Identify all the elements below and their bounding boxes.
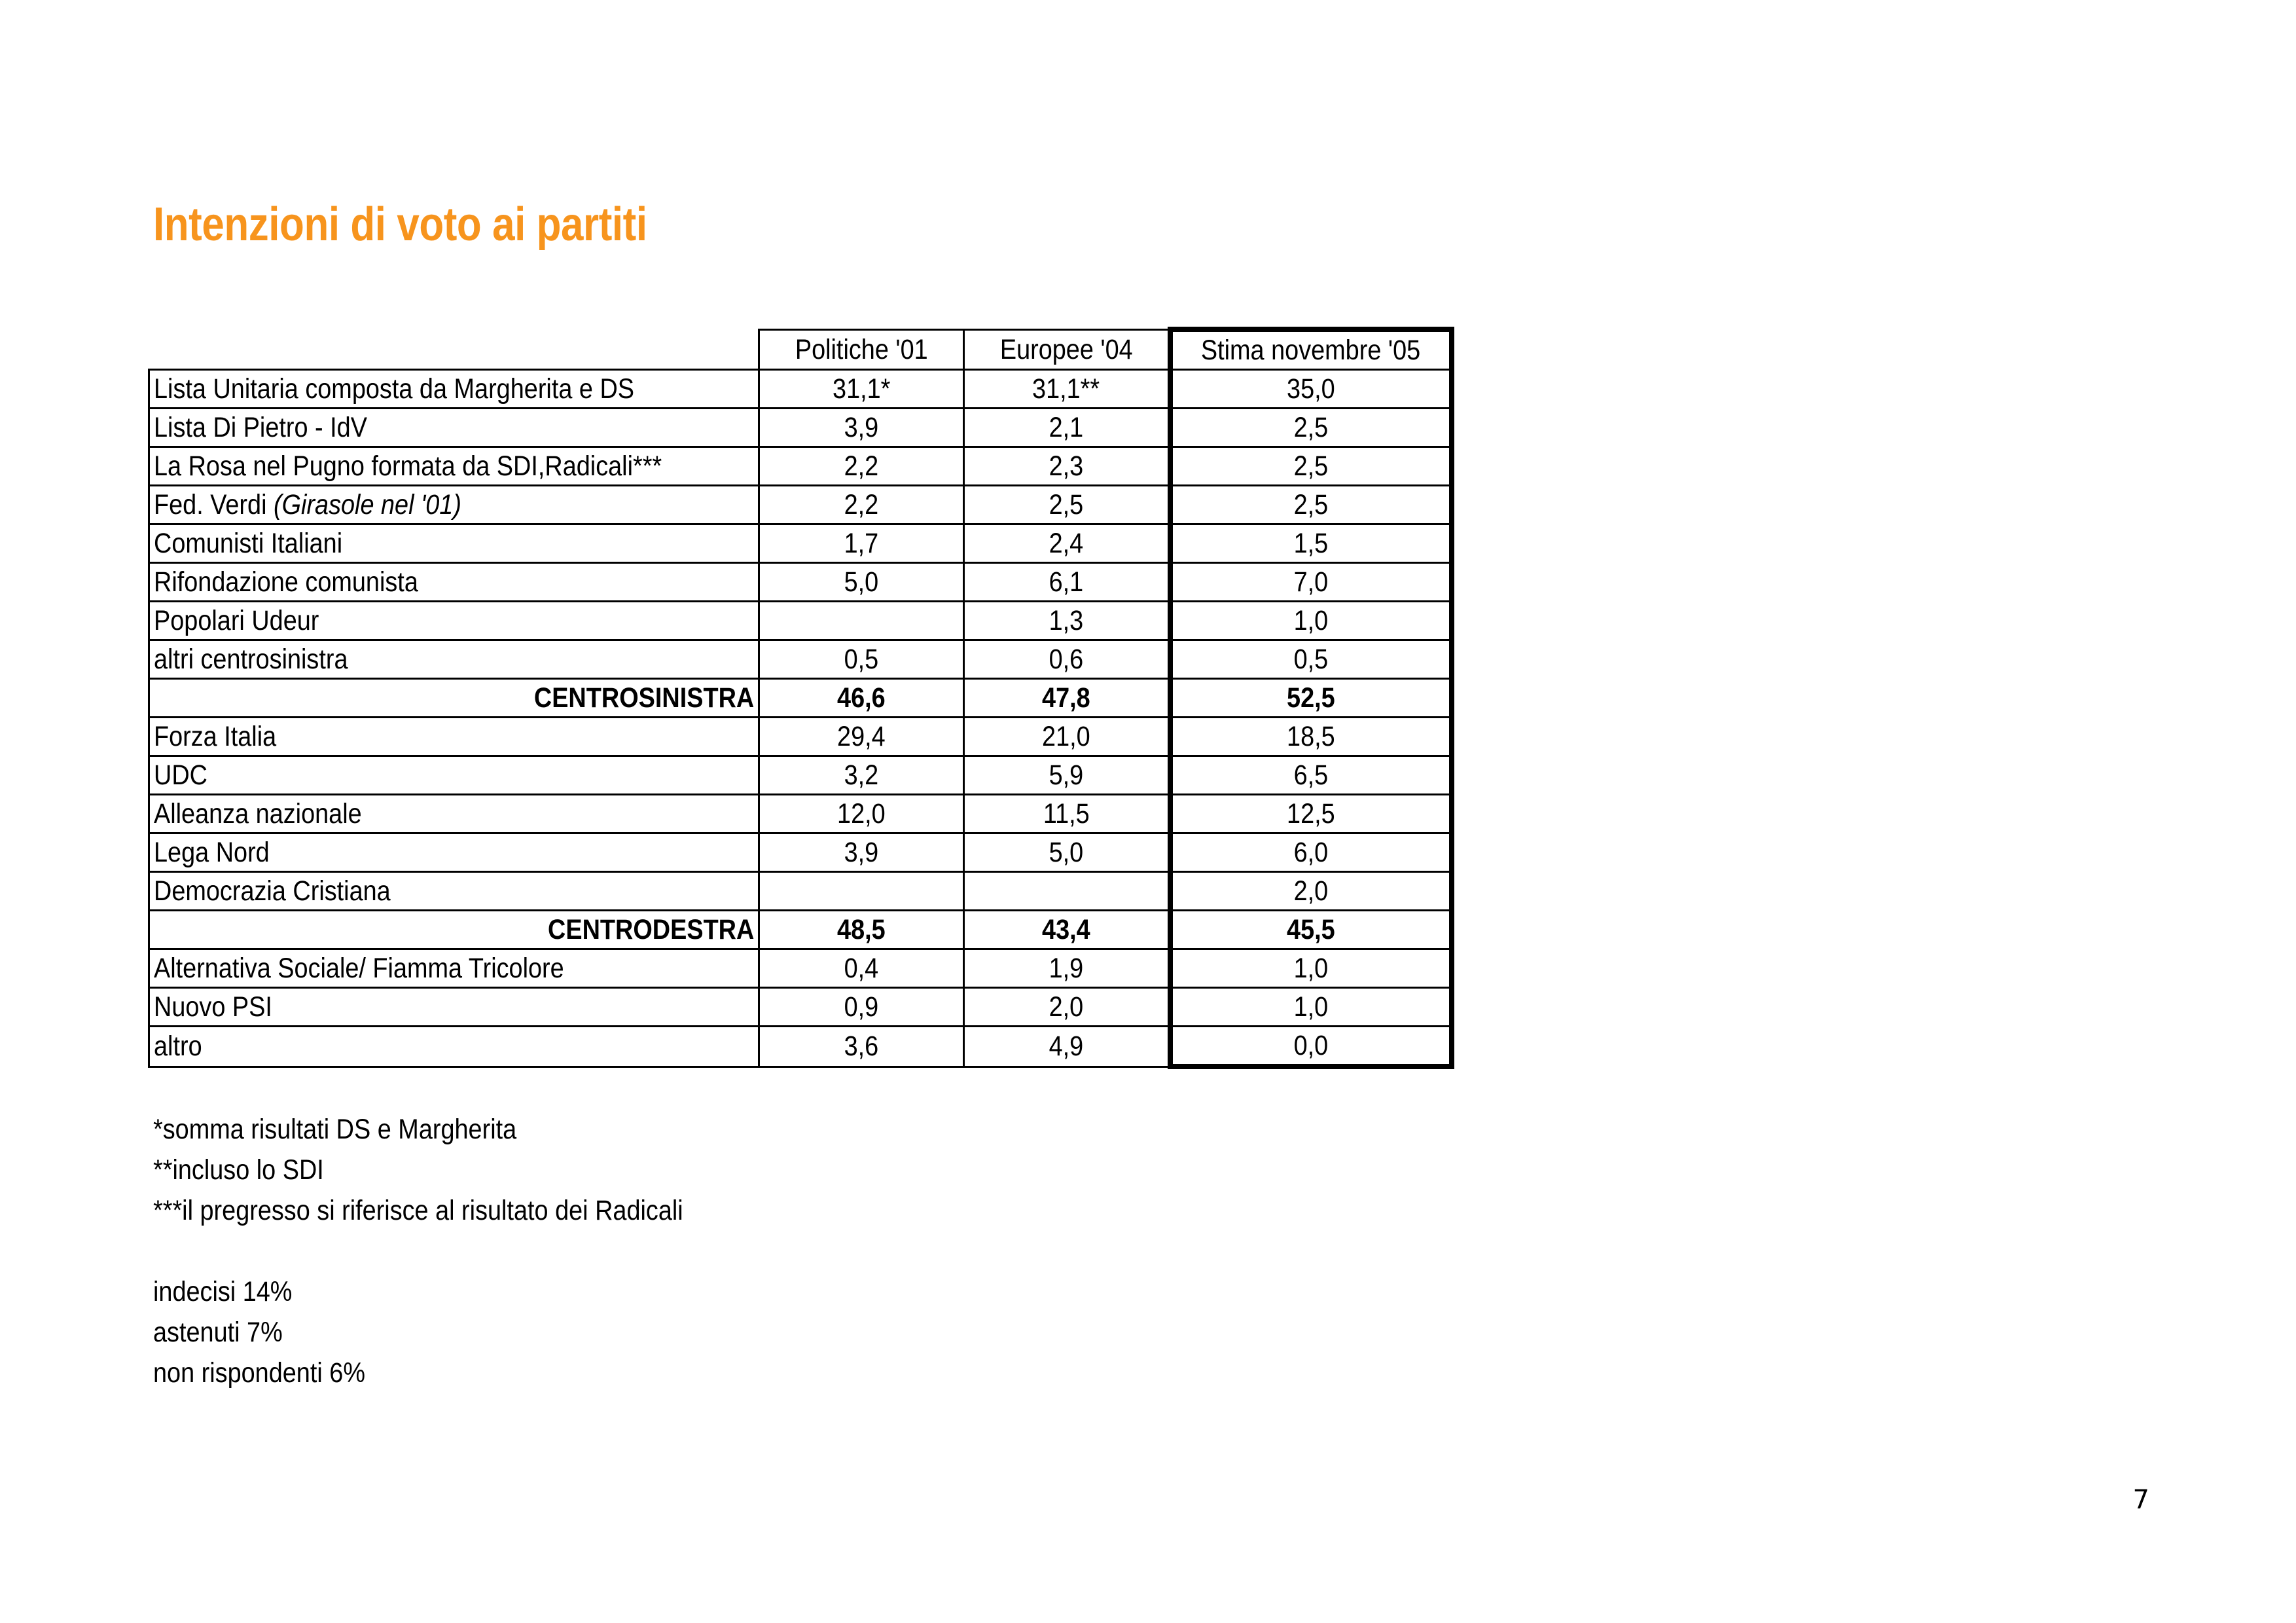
stima-novembre-05-cell: 2,5	[1170, 447, 1452, 486]
politiche-01-cell: 48,5	[759, 911, 964, 949]
party-name-cell: Rifondazione comunista	[149, 563, 759, 602]
stima-novembre-05-cell: 2,5	[1170, 486, 1452, 524]
page-title: Intenzioni di voto ai partiti	[153, 198, 647, 251]
party-name-cell: Democrazia Cristiana	[149, 872, 759, 911]
politiche-01-cell: 46,6	[759, 679, 964, 718]
party-note: (Girasole nel '01)	[273, 489, 461, 520]
europee-04-cell: 1,3	[964, 602, 1171, 640]
party-name-cell: altro	[149, 1027, 759, 1067]
politiche-01-cell: 1,7	[759, 524, 964, 563]
europee-04-cell: 5,0	[964, 833, 1171, 872]
europee-04-cell: 0,6	[964, 640, 1171, 679]
party-name-cell: Comunisti Italiani	[149, 524, 759, 563]
stima-novembre-05-cell: 6,5	[1170, 756, 1452, 795]
table-total-row	[149, 679, 1452, 718]
table-row	[149, 988, 1452, 1027]
table-row	[149, 486, 1452, 524]
table-row	[149, 370, 1452, 409]
politiche-01-cell: 0,4	[759, 949, 964, 988]
table-row	[149, 795, 1452, 833]
politiche-01-cell: 2,2	[759, 486, 964, 524]
party-name-cell: Alternativa Sociale/ Fiamma Tricolore	[149, 949, 759, 988]
europee-04-cell: 4,9	[964, 1027, 1171, 1067]
party-name-cell: Fed. Verdi (Girasole nel '01)	[149, 486, 759, 524]
politiche-01-cell: 29,4	[759, 718, 964, 756]
footnote: **incluso lo SDI	[153, 1154, 324, 1186]
europee-04-cell: 2,3	[964, 447, 1171, 486]
undecided-note: indecisi 14%	[153, 1276, 293, 1307]
stima-novembre-05-cell: 1,5	[1170, 524, 1452, 563]
table-body	[149, 370, 1452, 1067]
table-row	[149, 872, 1452, 911]
party-name-cell: Forza Italia	[149, 718, 759, 756]
table-row	[149, 640, 1452, 679]
footnote: ***il pregresso si riferisce al risultato dei Radicali	[153, 1195, 683, 1226]
europee-04-cell: 47,8	[964, 679, 1171, 718]
stima-novembre-05-cell: 1,0	[1170, 602, 1452, 640]
politiche-01-cell: 2,2	[759, 447, 964, 486]
politiche-01-cell: 31,1*	[759, 370, 964, 409]
party-name-cell: Nuovo PSI	[149, 988, 759, 1027]
page-number: 7	[2132, 1485, 2149, 1515]
politiche-01-cell: 0,9	[759, 988, 964, 1027]
stima-novembre-05-cell: 18,5	[1170, 718, 1452, 756]
stima-novembre-05-cell: 35,0	[1170, 370, 1452, 409]
politiche-01-cell	[759, 602, 964, 640]
politiche-01-cell: 3,9	[759, 409, 964, 447]
stima-novembre-05-cell: 7,0	[1170, 563, 1452, 602]
table-row	[149, 602, 1452, 640]
party-name-cell: Lista Unitaria composta da Margherita e DS	[149, 370, 759, 409]
table-row	[149, 563, 1452, 602]
europee-04-cell: 2,0	[964, 988, 1171, 1027]
notes-spacer	[153, 1231, 683, 1271]
europee-04-cell: 5,9	[964, 756, 1171, 795]
party-name-cell: La Rosa nel Pugno formata da SDI,Radicali***	[149, 447, 759, 486]
europee-04-cell	[964, 872, 1171, 911]
stima-novembre-05-cell: 12,5	[1170, 795, 1452, 833]
table-row	[149, 524, 1452, 563]
europee-04-cell: 1,9	[964, 949, 1171, 988]
stima-novembre-05-cell: 45,5	[1170, 911, 1452, 949]
politiche-01-cell: 12,0	[759, 795, 964, 833]
table-row	[149, 447, 1452, 486]
europee-04-cell: 2,5	[964, 486, 1171, 524]
table-row	[149, 718, 1452, 756]
party-name-cell: altri centrosinistra	[149, 640, 759, 679]
table-row	[149, 833, 1452, 872]
stima-novembre-05-cell: 1,0	[1170, 949, 1452, 988]
stima-novembre-05-cell: 52,5	[1170, 679, 1452, 718]
stima-novembre-05-cell: 0,0	[1170, 1027, 1452, 1067]
table-row	[149, 949, 1452, 988]
europee-04-cell: 31,1**	[964, 370, 1171, 409]
europee-04-cell: 2,1	[964, 409, 1171, 447]
politiche-01-cell: 3,2	[759, 756, 964, 795]
notes	[153, 1109, 755, 1393]
europee-04-cell: 2,4	[964, 524, 1171, 563]
header-blank-cell	[149, 329, 759, 370]
europee-04-cell: 6,1	[964, 563, 1171, 602]
vote-table	[148, 327, 1454, 1069]
stima-novembre-05-cell: 0,5	[1170, 640, 1452, 679]
politiche-01-cell: 0,5	[759, 640, 964, 679]
table-header-row	[149, 329, 1452, 370]
footnote: *somma risultati DS e Margherita	[153, 1114, 517, 1145]
stima-novembre-05-cell: 2,0	[1170, 872, 1452, 911]
table-row	[149, 409, 1452, 447]
table-total-row	[149, 911, 1452, 949]
stima-novembre-05-cell: 1,0	[1170, 988, 1452, 1027]
europee-04-cell: 43,4	[964, 911, 1171, 949]
no-answer-note: non rispondenti 6%	[153, 1357, 365, 1389]
party-name-cell: CENTROSINISTRA	[149, 679, 759, 718]
column-header-politiche-01: Politiche '01	[759, 329, 964, 370]
column-header-stima-novembre-05: Stima novembre '05	[1170, 329, 1452, 370]
europee-04-cell: 21,0	[964, 718, 1171, 756]
table-row	[149, 756, 1452, 795]
stima-novembre-05-cell: 2,5	[1170, 409, 1452, 447]
party-name-cell: Lega Nord	[149, 833, 759, 872]
party-name-cell: Popolari Udeur	[149, 602, 759, 640]
party-name-cell: UDC	[149, 756, 759, 795]
stima-novembre-05-cell: 6,0	[1170, 833, 1452, 872]
party-name-cell: CENTRODESTRA	[149, 911, 759, 949]
politiche-01-cell: 5,0	[759, 563, 964, 602]
column-header-europee-04: Europee '04	[964, 329, 1171, 370]
party-name-cell: Alleanza nazionale	[149, 795, 759, 833]
politiche-01-cell: 3,6	[759, 1027, 964, 1067]
abstained-note: astenuti 7%	[153, 1317, 283, 1348]
party-name-cell: Lista Di Pietro - IdV	[149, 409, 759, 447]
politiche-01-cell	[759, 872, 964, 911]
table-row	[149, 1027, 1452, 1067]
politiche-01-cell: 3,9	[759, 833, 964, 872]
europee-04-cell: 11,5	[964, 795, 1171, 833]
